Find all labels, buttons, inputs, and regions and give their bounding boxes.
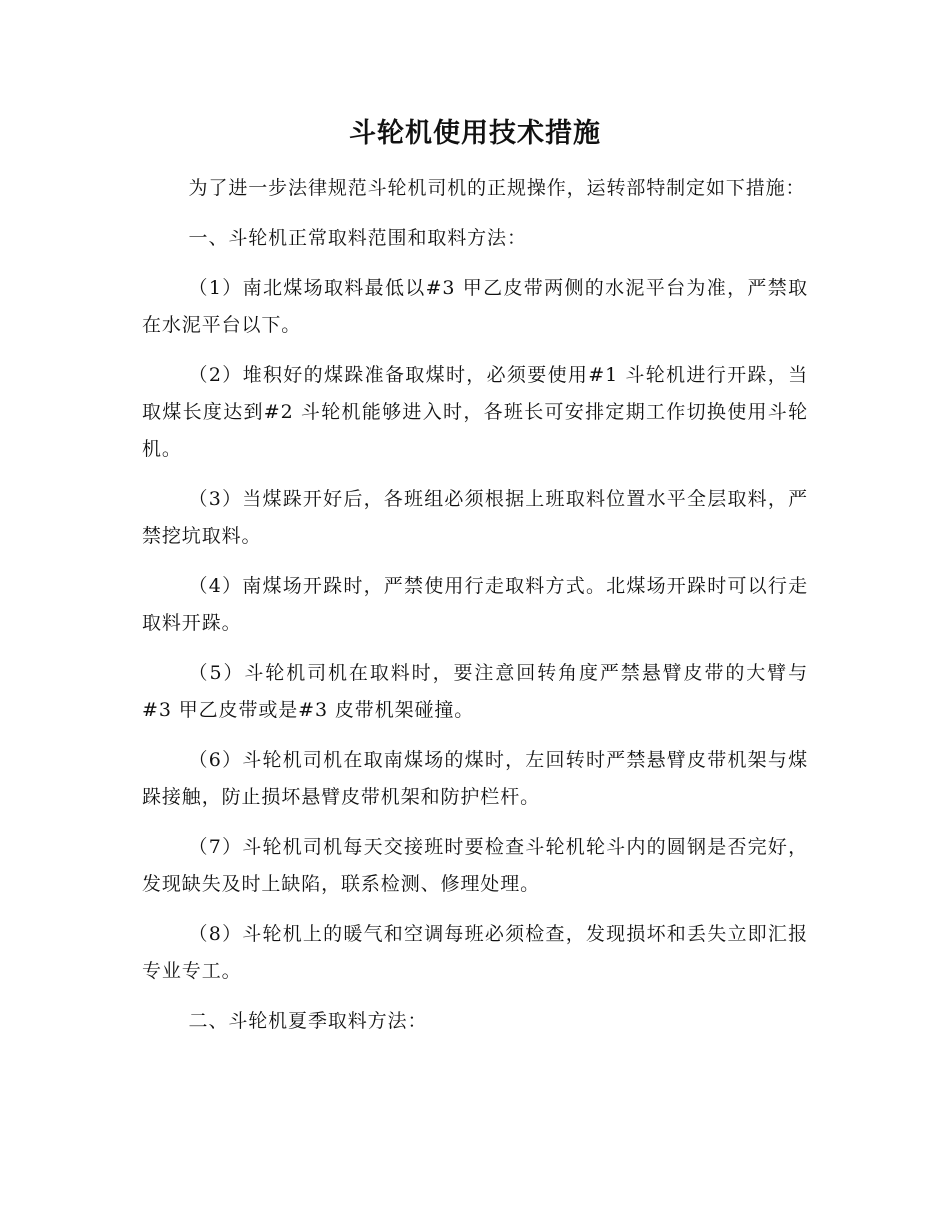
section-heading-2: 二、斗轮机夏季取料方法： [188,1010,428,1032]
list-item-3: （3）当煤跺开好后，各班组必须根据上班取料位置水平全层取料，严禁挖坑取料。 [142,488,808,547]
list-item-7: （7）斗轮机司机每天交接班时要检查斗轮机轮斗内的圆钢是否完好，发现缺失及时上缺陷，联系检测、修理处理。 [142,836,808,895]
list-item-8: （8）斗轮机上的暖气和空调每班必须检查，发现损坏和丢失立即汇报专业专工。 [142,923,808,982]
section-heading-1: 一、斗轮机正常取料范围和取料方法： [188,227,527,249]
list-item-6: （6）斗轮机司机在取南煤场的煤时，左回转时严禁悬臂皮带机架与煤跺接触，防止损坏悬臂皮带机架和防护栏杆。 [142,749,808,808]
intro-paragraph: 为了进一步法律规范斗轮机司机的正规操作，运转部特制定如下措施： [188,177,806,199]
list-item-4: （4）南煤场开跺时，严禁使用行走取料方式。北煤场开跺时可以行走取料开跺。 [142,575,808,634]
list-item-1: （1）南北煤场取料最低以#3 甲乙皮带两侧的水泥平台为准，严禁取在水泥平台以下。 [142,277,808,336]
document-title: 斗轮机使用技术措施 [349,118,601,149]
list-item-5: （5）斗轮机司机在取料时，要注意回转角度严禁悬臂皮带的大臂与#3 甲乙皮带或是#3 皮带机架碰撞。 [142,662,808,721]
list-item-2: （2）堆积好的煤跺准备取煤时，必须要使用#1 斗轮机进行开跺，当取煤长度达到#2 斗轮机能够进入时，各班长可安排定期工作切换使用斗轮机。 [142,364,808,460]
